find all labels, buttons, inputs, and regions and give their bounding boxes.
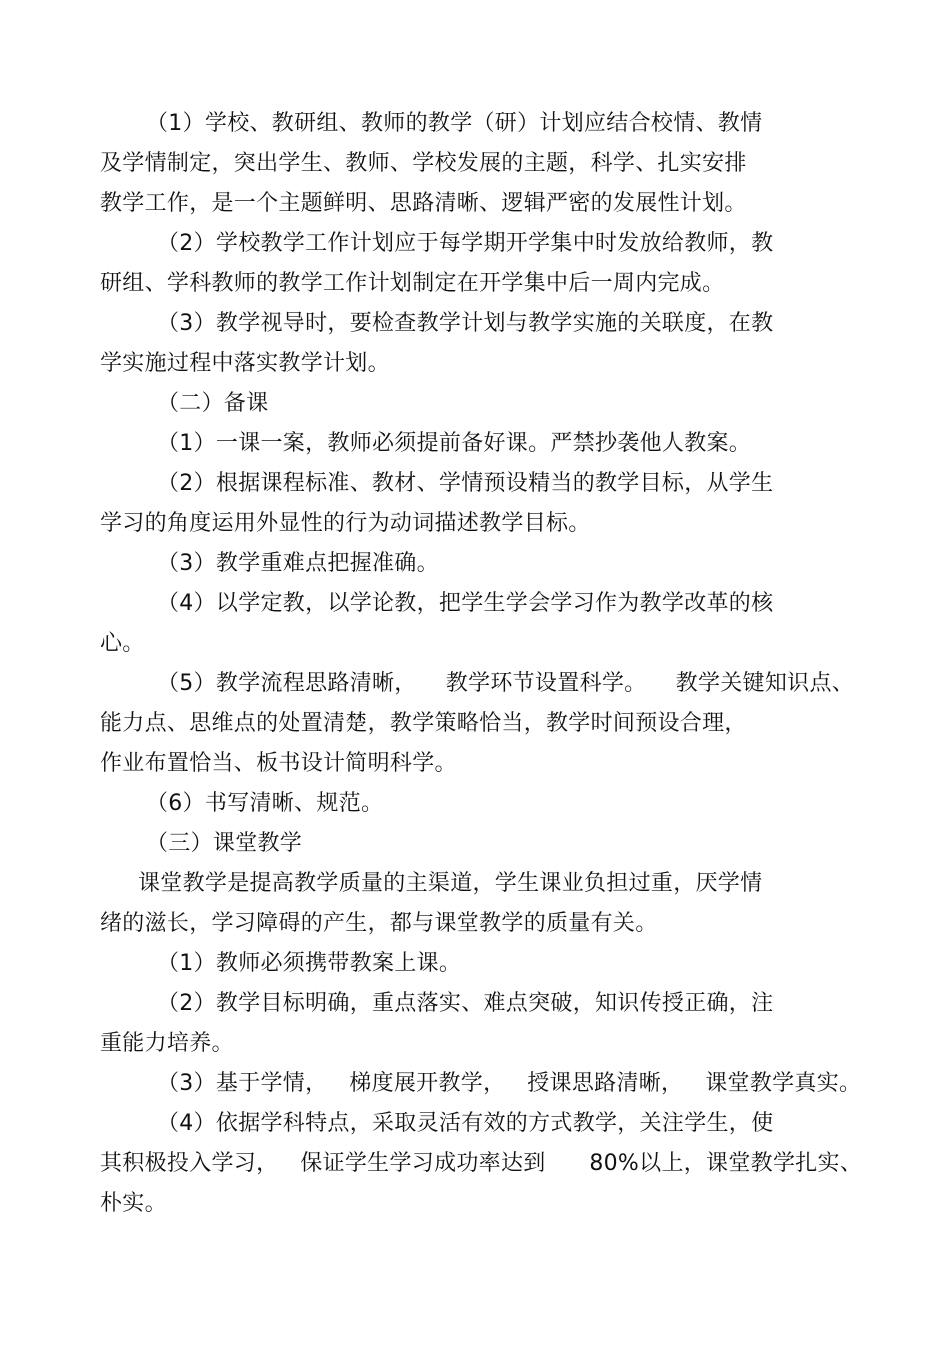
text-line: （1）学校、教研组、教师的教学（研）计划应结合校情、教情 bbox=[146, 111, 763, 136]
text-line: （5）教学流程思路清晰， 教学环节设置科学。 教学关键知识点、 bbox=[157, 671, 855, 696]
text-line: 作业布置恰当、板书设计简明科学。 bbox=[100, 751, 457, 776]
text-line: （4）以学定教，以学论教，把学生学会学习作为教学改革的核 bbox=[157, 591, 774, 616]
text-line: 重能力培养。 bbox=[100, 1031, 234, 1056]
text-line: 心。 bbox=[100, 631, 145, 656]
text-line: （2）教学目标明确，重点落实、难点突破，知识传授正确，注 bbox=[157, 991, 774, 1016]
text-line: 及学情制定，突出学生、教师、学校发展的主题，科学、扎实安排 bbox=[100, 151, 747, 176]
text-line: （4）依据学科特点，采取灵活有效的方式教学，关注学生，使 bbox=[157, 1111, 774, 1136]
text-line: （1）教师必须携带教案上课。 bbox=[157, 951, 462, 976]
text-line: （3）教学视导时，要检查教学计划与教学实施的关联度，在教 bbox=[157, 311, 774, 336]
text-line: 研组、学科教师的教学工作计划制定在开学集中后一周内完成。 bbox=[100, 271, 725, 296]
text-line: 其积极投入学习， 保证学生学习成功率达到 80%以上，课堂教学扎实、 bbox=[100, 1151, 863, 1176]
text-line: （1）一课一案，教师必须提前备好课。严禁抄袭他人教案。 bbox=[157, 431, 752, 456]
section-heading: （二）备课 bbox=[157, 391, 269, 416]
text-line: （3）基于学情， 梯度展开教学， 授课思路清晰， 课堂教学真实。 bbox=[157, 1071, 862, 1096]
text-line: 绪的滋长，学习障碍的产生，都与课堂教学的质量有关。 bbox=[100, 911, 658, 936]
text-line: 教学工作，是一个主题鲜明、思路清晰、逻辑严密的发展性计划。 bbox=[100, 191, 747, 216]
text-line: 课堂教学是提高教学质量的主渠道，学生课业负担过重，厌学情 bbox=[138, 871, 763, 896]
text-line: 能力点、思维点的处置清楚，教学策略恰当，教学时间预设合理， bbox=[100, 711, 747, 736]
text-line: （3）教学重难点把握准确。 bbox=[157, 551, 439, 576]
text-line: （6）书写清晰、规范。 bbox=[146, 791, 384, 816]
text-line: 朴实。 bbox=[100, 1191, 167, 1216]
text-line: 学实施过程中落实教学计划。 bbox=[100, 351, 390, 376]
text-line: 学习的角度运用外显性的行为动词描述教学目标。 bbox=[100, 511, 591, 536]
text-line: （2）学校教学工作计划应于每学期开学集中时发放给教师，教 bbox=[157, 231, 774, 256]
section-heading: （三）课堂教学 bbox=[146, 831, 303, 856]
text-line: （2）根据课程标准、教材、学情预设精当的教学目标，从学生 bbox=[157, 471, 774, 496]
